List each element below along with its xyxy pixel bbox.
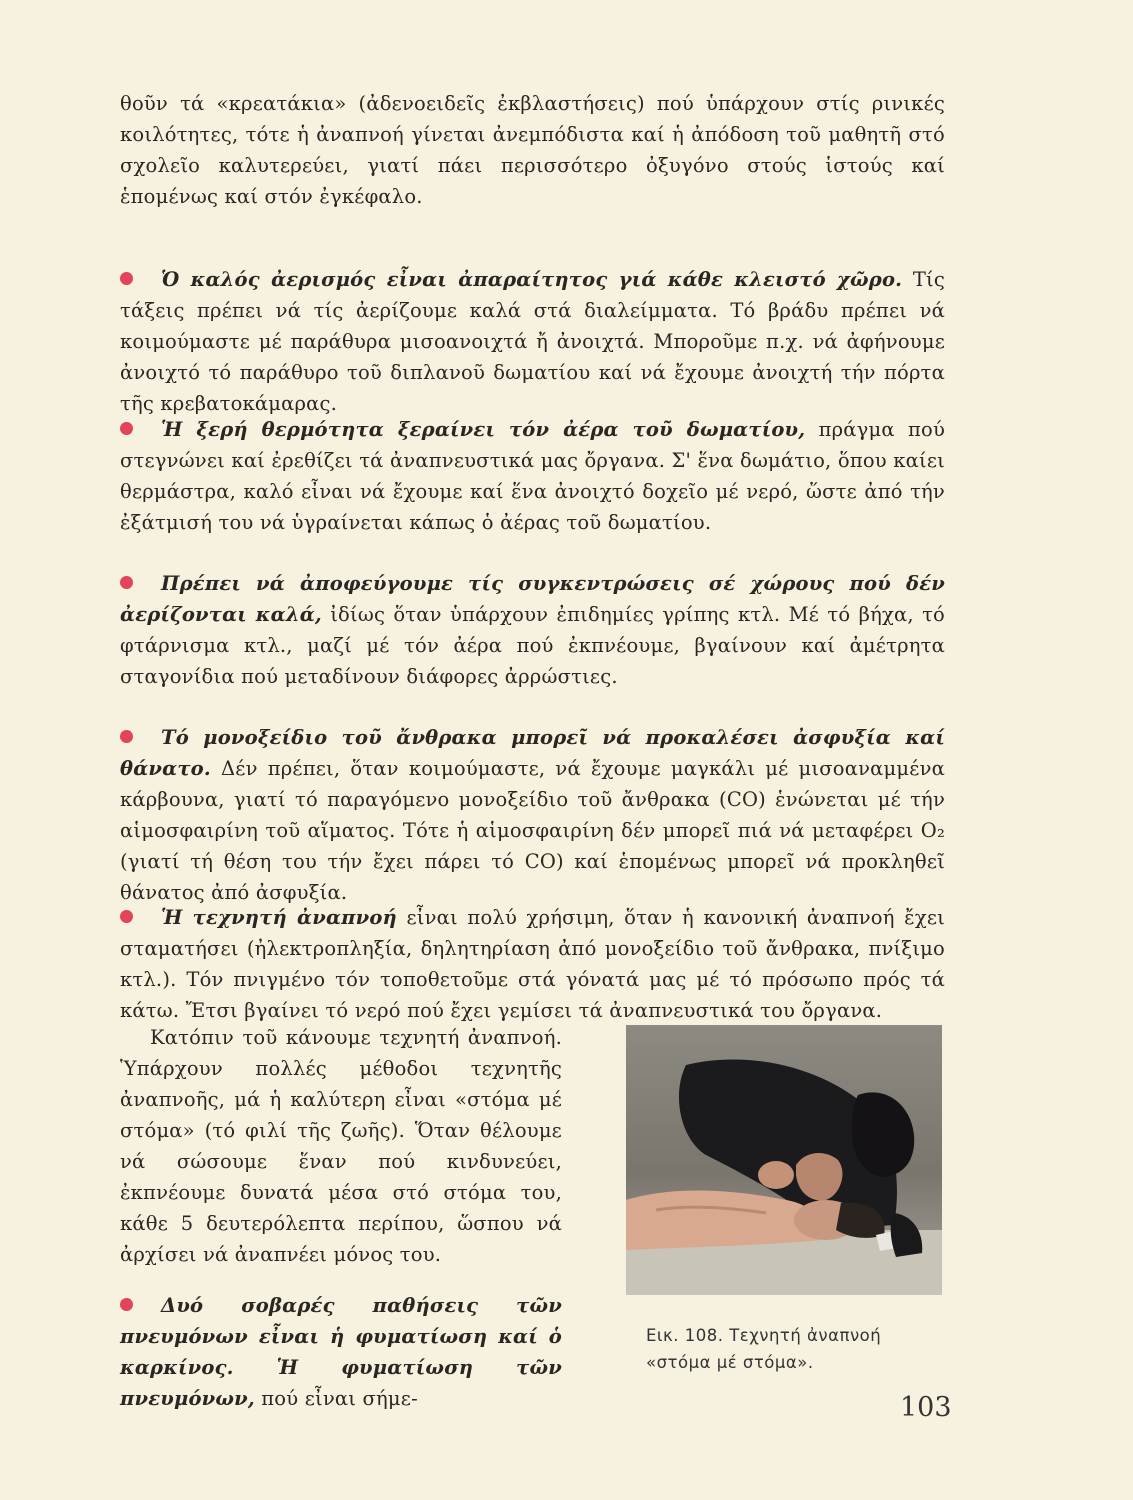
bullet-icon: [120, 1298, 133, 1311]
paragraph-text: Κατόπιν τοῦ κάνουμε τεχνητή ἀναπνοή. Ὑπάρχουν πολλές μέθοδοι τεχνητῆς ἀναπνοῆς, μά ἡ καλύτερη εἶναι «στόμα μέ στόμα» (τό φιλί τῆς ζωῆς). Ὅταν θέλουμε νά σώσουμε ἕναν πού κινδυνεύει, ἐκπνέουμε δυνατά μέσα στό στόμα του, κάθε 5 δευτερόλεπτα περίπου, ὥσπου νά ἀρχίσει νά ἀναπνέει μόνος του.: [120, 1026, 562, 1266]
paragraph-heading: Ἡ ξερή θερμότητα ξεραίνει τόν ἀέρα τοῦ δωματίου,: [161, 418, 806, 441]
paragraph-text: εἶναι πολύ χρήσιμη, ὅταν ἡ κανονική ἀναπνοή ἔχει σταματήσει (ἠλεκτροπληξία, δηλητηρίαση ἀπό μονοξείδιο τοῦ ἄνθρακα, πνίξιμο κτλ.). Τόν πνιγμένο τόν τοποθετοῦμε στά γόνατά μας μέ τό πρόσωπο πρός τά κάτω. Ἔτσι βγαίνει τό νερό πού ἔχει γεμίσει τά ἀναπνευστικά του ὄργανα.: [120, 906, 945, 1022]
paragraph-carbon-monoxide: [120, 722, 945, 908]
paragraph-artificial-respiration: [120, 902, 945, 1026]
bullet-icon: [120, 576, 133, 589]
paragraph-heading: Δυό σοβαρές παθήσεις τῶν πνευμόνων εἶναι ἡ φυματίωση καί ὁ καρκίνος. Ἡ φυματίωση τῶν πνευμόνων,: [120, 1294, 562, 1410]
paragraph-text: πού εἶναι σήμε-: [254, 1387, 418, 1410]
paragraph-adenoids: [120, 88, 945, 212]
figure-caption: Εικ. 108. Τεχνητή ἀναπνοή «στόμα μέ στόμα».: [646, 1326, 882, 1372]
figure-photo: [626, 1025, 942, 1295]
paragraph-ventilation: [120, 264, 945, 419]
paragraph-lung-diseases: [120, 1290, 562, 1414]
paragraph-text: ἰδίως ὅταν ὑπάρχουν ἐπιδημίες γρίπης κτλ. Μέ τό βήχα, τό φτάρνισμα κτλ., μαζί μέ τόν ἀέρα πού ἐκπνέουμε, βγαίνουν καί ἀμέτρητα σταγονίδια πού μεταδίνουν διάφορες ἀρρώστιες.: [120, 603, 945, 688]
paragraph-text: Δέν πρέπει, ὅταν κοιμούμαστε, νά ἔχουμε μαγκάλι μέ μισοαναμμένα κάρβουνα, γιατί τό παραγόμενο μονοξείδιο τοῦ ἄνθρακα (CO) ἑνώνεται μέ τήν αἱμοσφαιρίνη τοῦ αἵματος. Τότε ἡ αἱμοσφαιρίνη δέν μπορεῖ πιά νά μεταφέρει O₂ (γιατί τή θέση του τήν ἔχει πάρει τό CO) καί ἑπομένως μπορεῖ νά προκληθεῖ θάνατος ἀπό ἀσφυξία.: [120, 757, 945, 904]
bullet-icon: [120, 272, 133, 285]
bullet-icon: [120, 422, 133, 435]
paragraph-text: θοῦν τά «κρεατάκια» (ἀδενοειδεῖς ἐκβλαστήσεις) πού ὑπάρχουν στίς ρινικές κοιλότητες, τότε ἡ ἀναπνοή γίνεται ἀνεμπόδιστα καί ἡ ἀπόδοση τοῦ μαθητῆ στό σχολεῖο καλυτερεύει, γιατί πάει περισσότερο ὀξυγόνο στούς ἱστούς καί ἑπομένως καί στόν ἐγκέφαλο.: [120, 92, 945, 208]
paragraph-heading: Ἡ τεχνητή ἀναπνοή: [161, 906, 397, 929]
paragraph-heading: Τό μονοξείδιο τοῦ ἄνθρακα μπορεῖ νά προκαλέσει ἀσφυξία καί θάνατο.: [120, 726, 945, 780]
paragraph-heading: Πρέπει νά ἀποφεύγουμε τίς συγκεντρώσεις σέ χώρους πού δέν ἀερίζονται καλά,: [120, 572, 945, 626]
mouth-to-mouth-illustration: [626, 1025, 942, 1295]
bullet-icon: [120, 730, 133, 743]
paragraph-crowds: [120, 568, 945, 692]
paragraph-text: πράγμα πού στεγνώνει καί ἐρεθίζει τά ἀναπνευστικά μας ὄργανα. Σ' ἕνα δωμάτιο, ὅπου καίει θερμάστρα, καλό εἶναι νά ἔχουμε καί ἕνα ἀνοιχτό δοχεῖο μέ νερό, ὥστε ἀπό τήν ἐξάτμισή του νά ὑγραίνεται κάπως ὁ ἀέρας τοῦ δωματίου.: [120, 418, 946, 534]
bullet-icon: [120, 910, 133, 923]
paragraph-text: Τίς τάξεις πρέπει νά τίς ἀερίζουμε καλά στά διαλείμματα. Τό βράδυ πρέπει νά κοιμούμαστε μέ παράθυρα μισοανοιχτά ἤ ἀνοιχτά. Μποροῦμε π.χ. νά ἀφήνουμε ἀνοιχτό τό παράθυρο τοῦ διπλανοῦ δωματίου καί νά ἔχουμε ἀνοιχτή τήν πόρτα τῆς κρεβατοκάμαρας.: [120, 268, 945, 415]
page-number: 103: [900, 1392, 952, 1423]
paragraph-heading: Ὁ καλός ἀερισμός εἶναι ἀπαραίτητος γιά κάθε κλειστό χῶρο.: [161, 268, 903, 291]
paragraph-mouth-to-mouth: [120, 1022, 562, 1270]
paragraph-dry-heat: [120, 414, 945, 538]
